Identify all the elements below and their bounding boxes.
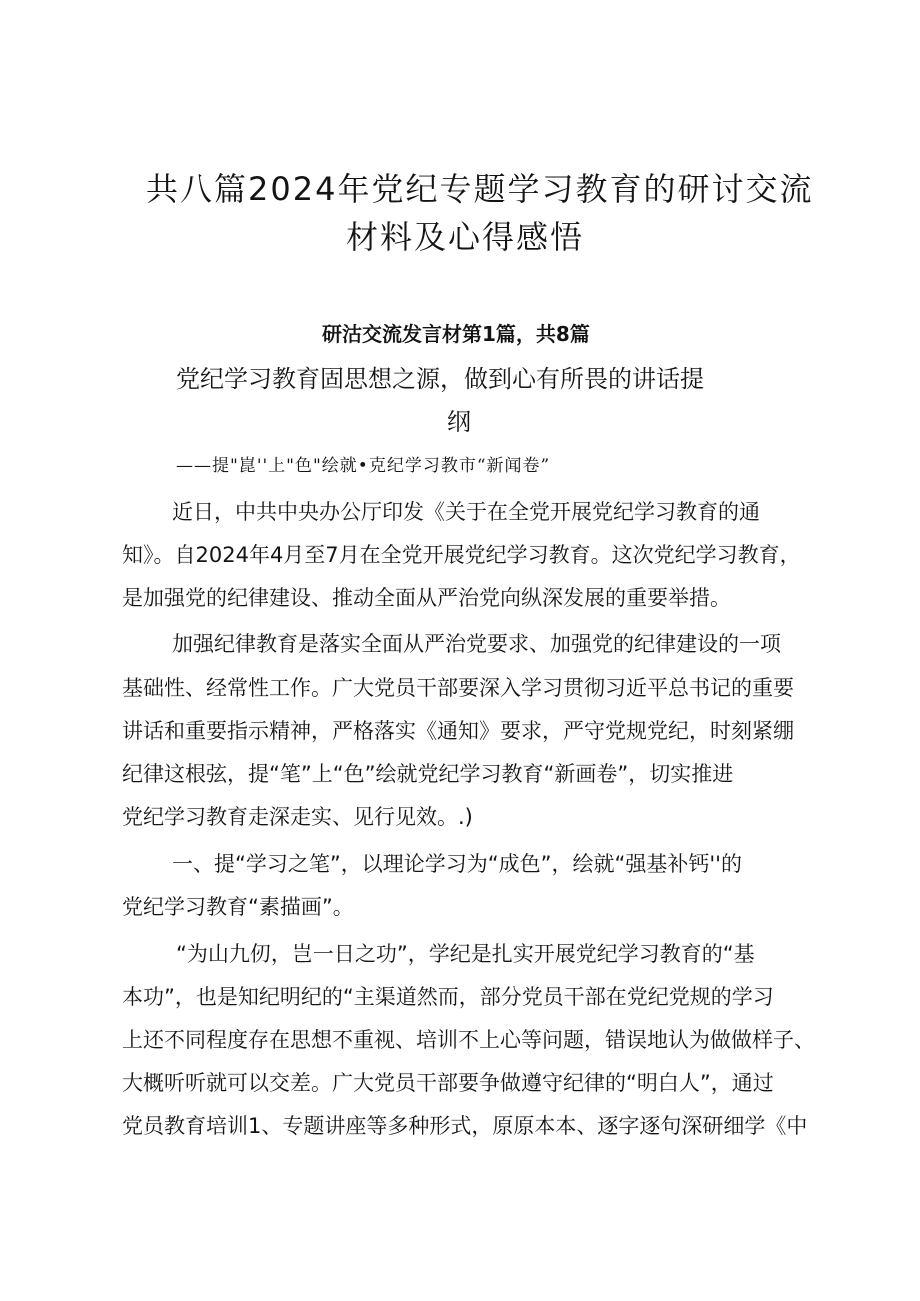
body-line: 加强纪律教育是落实全面从严治党要求、加强党的纪律建设的一项 [172,632,781,656]
article-heading-line-2: 纲 [447,408,471,436]
body-line: 基础性、经常性工作。广大党员干部要深入学习贯彻习近平总书记的重要 [122,676,794,700]
body-line: 知》。自2024年4月至7月在全党开展党纪学习教育。这次党纪学习教育， [122,543,801,567]
document-title-line-2: 材料及心得感悟 [346,218,585,256]
body-line: 上还不同程度存在思想不重视、培训不上心等问题，错误地认为做做样子、 [122,1028,815,1052]
section-label: 研沽交流发言材第1篇，共8篇 [322,322,590,346]
body-line: 党员教育培训1、专题讲座等多种形式，原原本本、逐字逐句深研细学《中 [122,1114,808,1138]
article-byline: ——提"崑''上"色"绘就•克纪学习教市“新闻卷” [176,456,551,476]
body-line: 是加强党的纪律建设、推动全面从严治党向纵深发展的重要举措。 [122,586,731,610]
document-title-line-1: 共八篇2024年党纪专题学习教育的研讨交流 [146,170,814,208]
body-line: 大概听听就可以交差。广大党员干部要争做遵守纪律的“明白人”，通过 [122,1071,774,1095]
body-line: 党纪学习教育“素描画”。 [122,895,354,919]
body-line: 一、提“学习之笔”，以理论学习为“成色”，绘就“强基补钙''的 [172,852,742,876]
body-line: “为山九仞，岂一日之功”，学纪是扎实开展党纪学习教育的“基 [176,942,755,966]
article-heading-line-1: 党纪学习教育固思想之源，做到心有所畏的讲话提 [176,365,704,393]
body-line: 纪律这根弦，提“笔”上“色”绘就党纪学习教育“新画卷”，切实推进 [122,762,734,786]
body-line: 近日，中共中央办公厅印发《关于在全党开展党纪学习教育的通 [172,500,760,524]
body-line: 本功”，也是知纪明纪的“主渠道然而，部分党员干部在党纪党规的学习 [122,985,774,1009]
body-line: 讲话和重要指示精神，严格落实《通知》要求，严守党规党纪，时刻紧绷 [122,719,794,743]
body-line: 党纪学习教育走深走实、见行见效。.) [122,805,473,829]
